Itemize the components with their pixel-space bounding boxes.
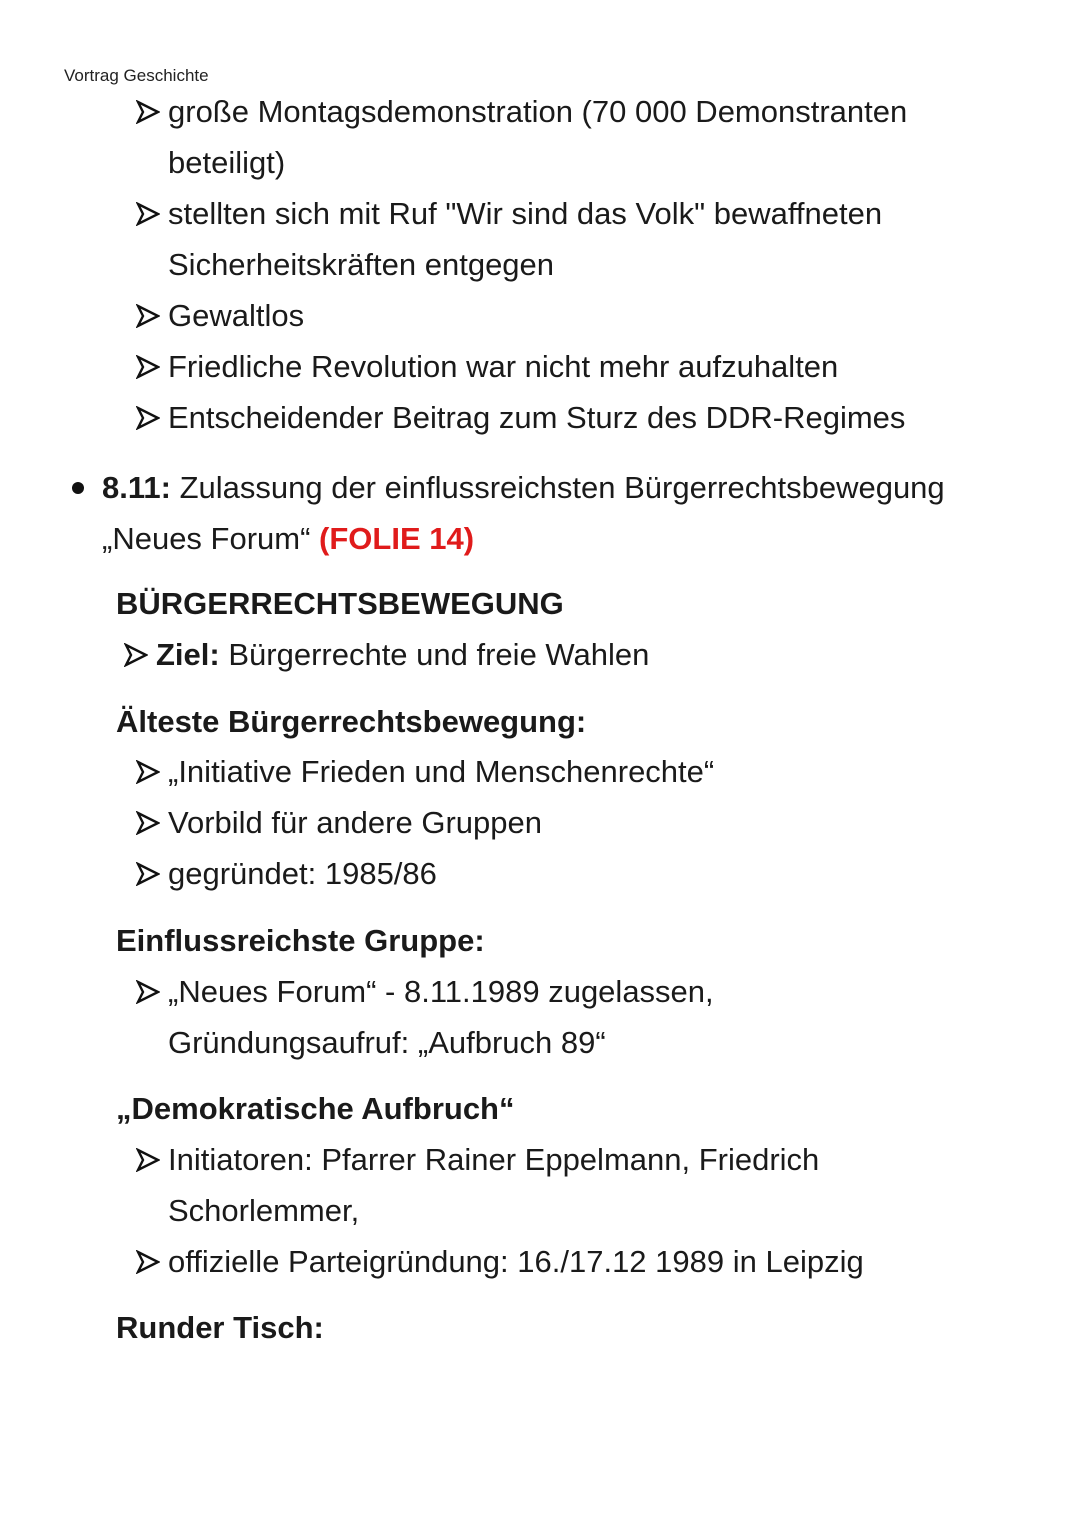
list-item-text: große Montagsdemonstration (70 000 Demonstranten beteiligt)	[168, 94, 908, 180]
arrow-bullet-icon	[124, 643, 148, 667]
list-item	[136, 86, 1016, 188]
demokratisch-section	[136, 1134, 896, 1287]
ziel-section	[124, 629, 1004, 680]
einflussreichste-heading: Einflussreichste Gruppe:	[116, 923, 485, 958]
list-item	[136, 341, 1016, 392]
list-item-text: Gewaltlos	[168, 298, 305, 333]
page-header: Vortrag Geschichte	[64, 66, 209, 85]
ziel-text: Bürgerrechte und freie Wahlen	[219, 637, 650, 672]
bullet-date: 8.11:	[102, 470, 171, 505]
list-item-text: Friedliche Revolution war nicht mehr aufzuhalten	[168, 349, 839, 384]
arrow-bullet-icon	[136, 100, 160, 124]
folie-reference: (FOLIE 14)	[319, 521, 475, 556]
list-item-text: Initiatoren: Pfarrer Rainer Eppelmann, Friedrich Schorlemmer,	[168, 1142, 820, 1228]
bullet-dot-icon	[72, 482, 84, 494]
list-item-text: offizielle Parteigründung: 16./17.12 1989 in Leipzig	[168, 1244, 864, 1279]
arrow-bullet-icon	[136, 980, 160, 1004]
bullet-8-11	[64, 462, 1024, 564]
list-item-text: Vorbild für andere Gruppen	[168, 805, 542, 840]
list-item-text: gegründet: 1985/86	[168, 856, 437, 891]
list-item-text: „Initiative Frieden und Menschenrechte“	[168, 754, 715, 789]
list-item	[136, 1134, 896, 1236]
montagsdemo-section	[136, 86, 1016, 443]
runder-tisch-heading: Runder Tisch:	[116, 1310, 324, 1345]
arrow-bullet-icon	[136, 1250, 160, 1274]
aelteste-section	[136, 746, 1016, 899]
bullet-description: Zulassung der einflussreichsten Bürgerrechtsbewegung „Neues Forum“	[102, 470, 945, 556]
arrow-bullet-icon	[136, 355, 160, 379]
arrow-bullet-icon	[136, 862, 160, 886]
list-item	[136, 797, 1016, 848]
list-item	[136, 966, 756, 1068]
list-item	[136, 1236, 896, 1287]
einflussreichste-section	[136, 966, 756, 1068]
list-item-text: Entscheidender Beitrag zum Sturz des DDR-Regimes	[168, 400, 906, 435]
list-item-text: stellten sich mit Ruf "Wir sind das Volk" bewaffneten Sicherheitskräften entgegen	[168, 196, 883, 282]
arrow-bullet-icon	[136, 1148, 160, 1172]
arrow-bullet-icon	[136, 202, 160, 226]
arrow-bullet-icon	[136, 811, 160, 835]
ziel-label: Ziel:	[156, 637, 220, 672]
buergerrechtsbewegung-heading: BÜRGERRECHTSBEWEGUNG	[116, 586, 564, 621]
demokratisch-heading: „Demokratische Aufbruch“	[116, 1091, 515, 1126]
list-item	[136, 392, 1016, 443]
list-item	[136, 188, 1016, 290]
arrow-bullet-icon	[136, 406, 160, 430]
list-item	[124, 629, 1004, 680]
list-item	[136, 746, 1016, 797]
aelteste-heading: Älteste Bürgerrechtsbewegung:	[116, 704, 587, 739]
arrow-bullet-icon	[136, 760, 160, 784]
list-item-text: „Neues Forum“ - 8.11.1989 zugelassen, Gründungsaufruf: „Aufbruch 89“	[168, 974, 714, 1060]
bullet-text	[64, 462, 1024, 564]
list-item	[136, 290, 1016, 341]
list-item	[136, 848, 1016, 899]
arrow-bullet-icon	[136, 304, 160, 328]
